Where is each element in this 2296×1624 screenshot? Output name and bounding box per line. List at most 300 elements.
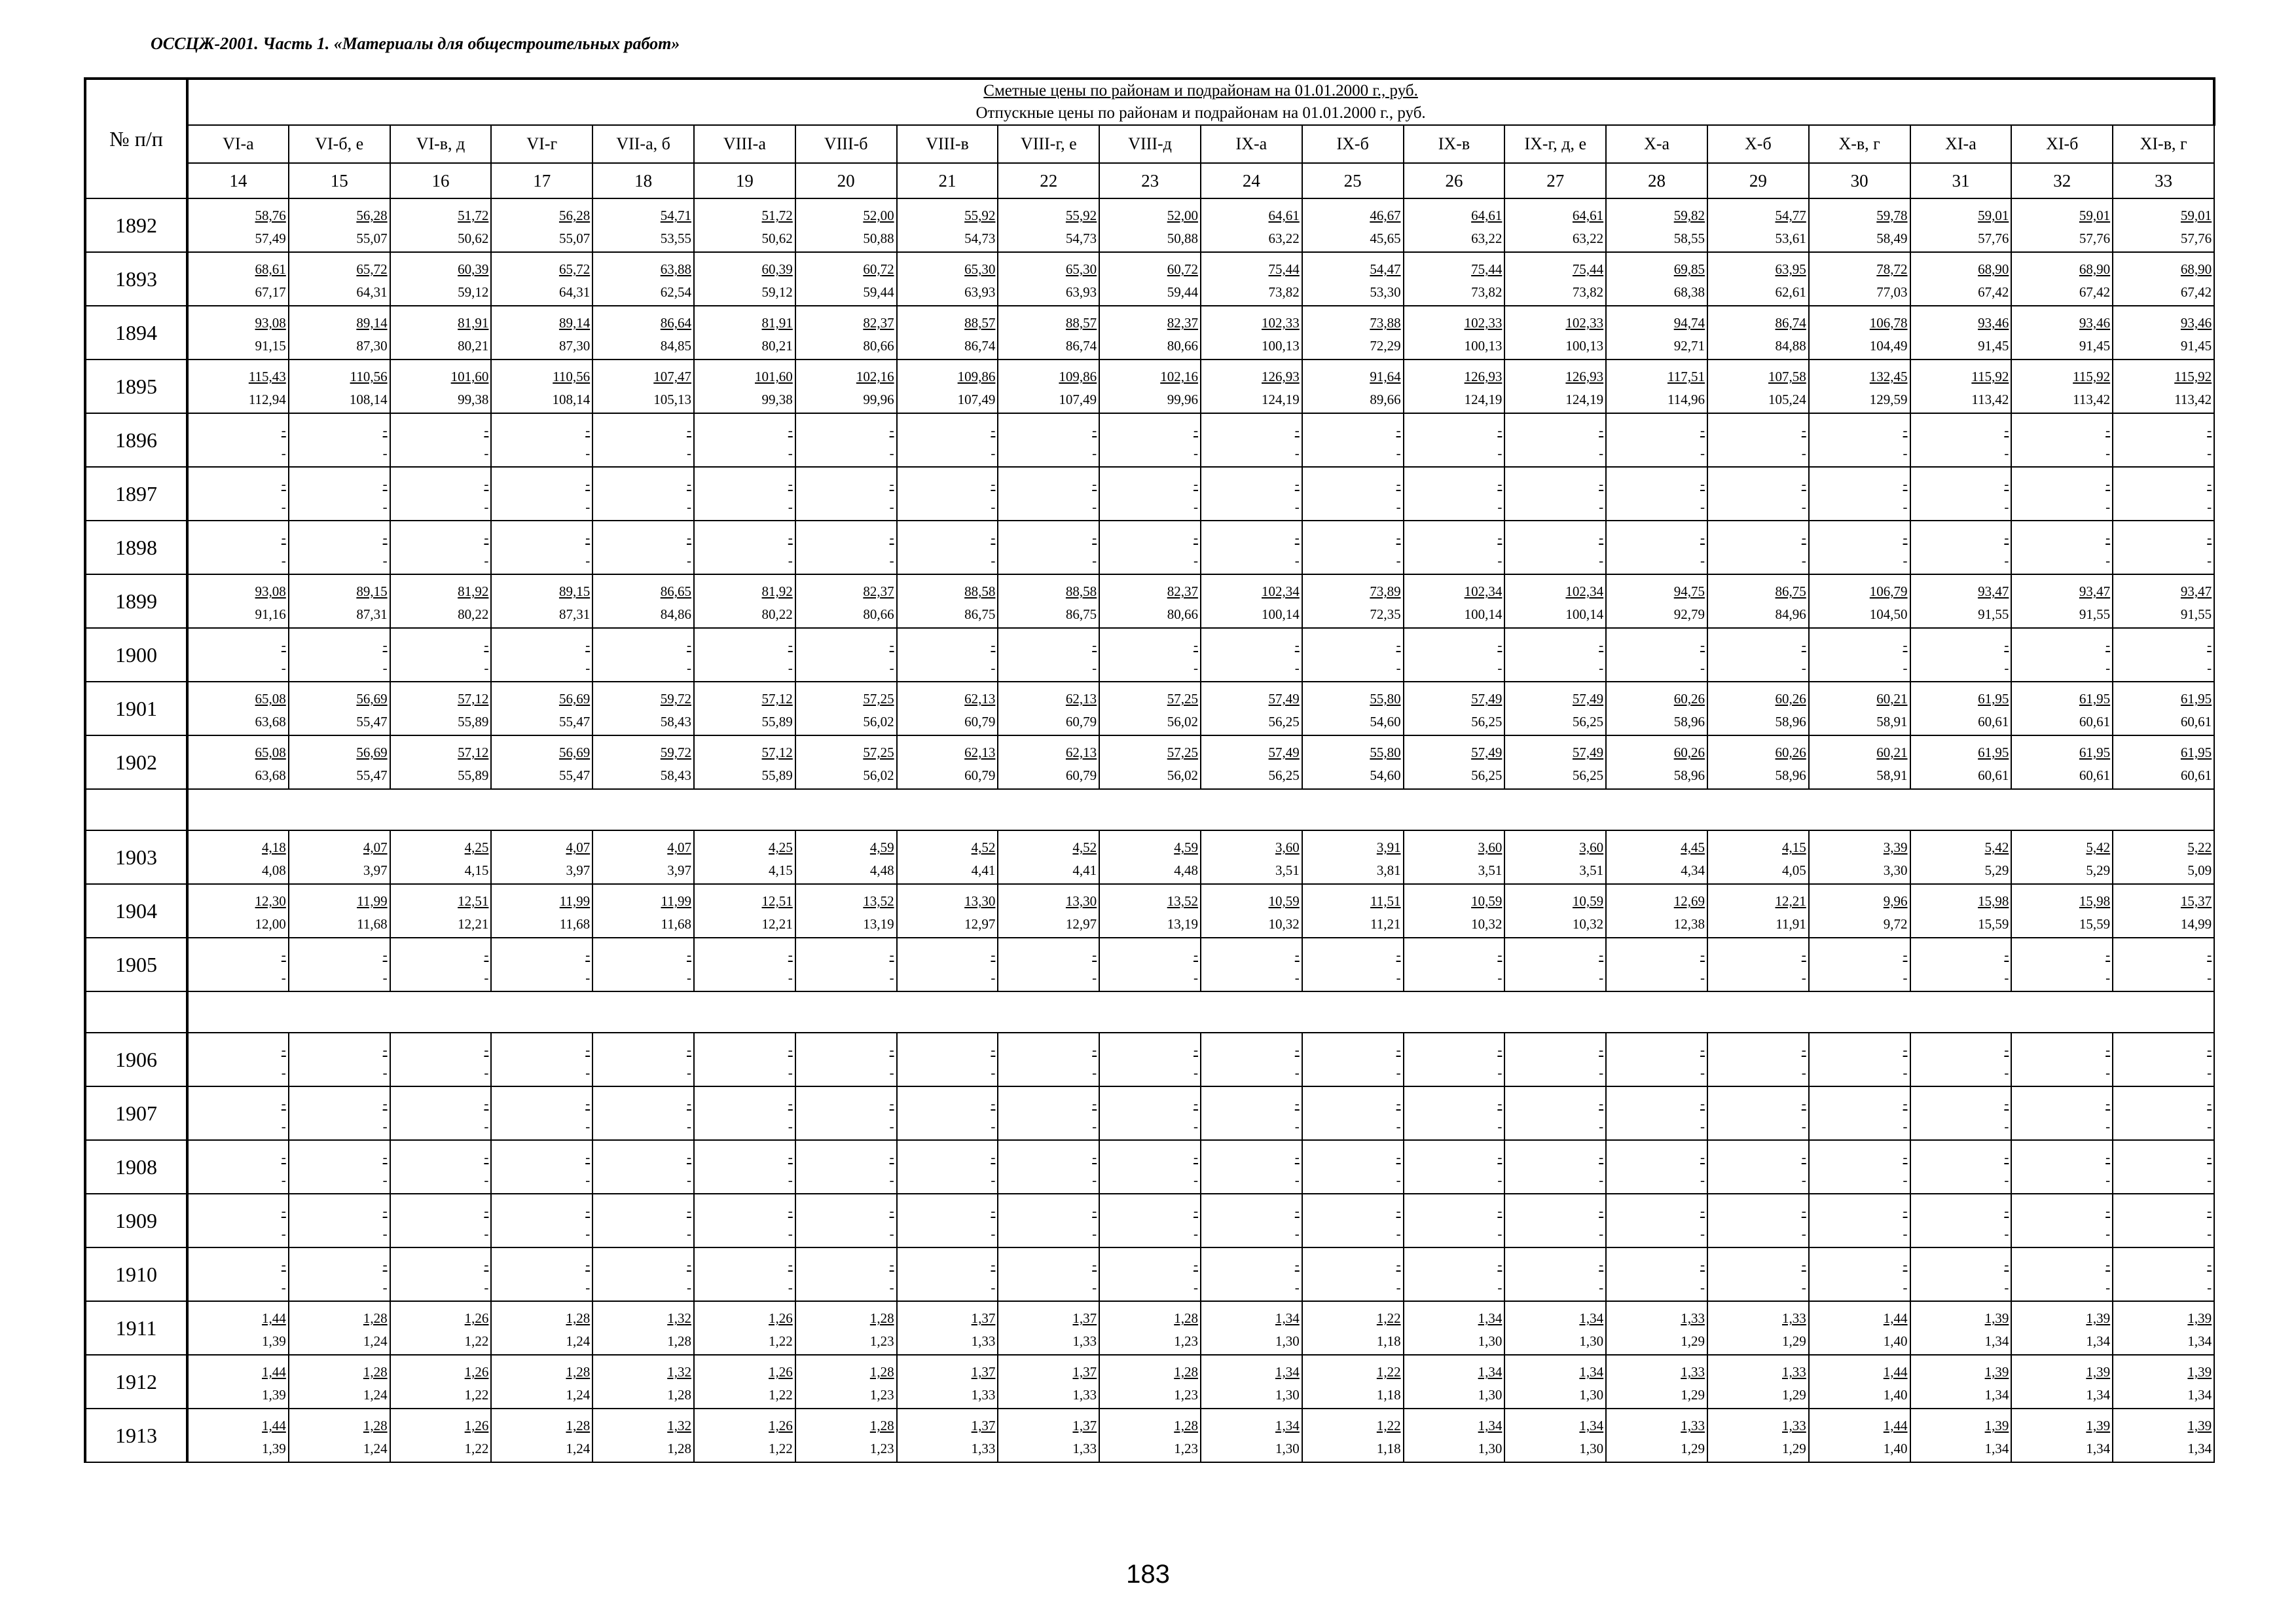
estimated-price — [289, 1195, 390, 1221]
estimated-price-value: - — [484, 637, 489, 653]
release-price: - — [1801, 1172, 1806, 1188]
estimated-price — [593, 415, 693, 441]
estimated-price-value: - — [484, 1149, 489, 1165]
price-cell — [1606, 574, 1707, 628]
estimated-price — [1201, 200, 1302, 226]
estimated-price — [593, 629, 693, 655]
estimated-price — [189, 1034, 288, 1060]
district-header: VII-а, б — [592, 125, 694, 163]
price-cell — [1809, 1301, 1910, 1355]
price-cell — [592, 1355, 694, 1409]
estimated-price — [1708, 307, 1808, 333]
estimated-price-value: 126,93 — [1565, 369, 1604, 384]
estimated-price — [189, 1088, 288, 1114]
estimated-price-value: 56,69 — [356, 691, 388, 707]
price-cell — [1404, 521, 1505, 574]
price-cell — [795, 1194, 897, 1247]
estimated-price — [391, 1302, 491, 1329]
release-price: 92,71 — [1673, 338, 1705, 354]
price-cell — [390, 467, 492, 521]
release-price: 13,19 — [863, 916, 894, 932]
release-price: - — [991, 1280, 996, 1295]
release-price: 73,82 — [1572, 284, 1604, 300]
estimated-price — [189, 253, 288, 280]
estimated-price — [391, 1410, 491, 1436]
estimated-price — [2113, 576, 2214, 602]
estimated-price-value: 5,22 — [2187, 840, 2212, 855]
estimated-price — [1708, 253, 1808, 280]
estimated-price — [189, 1410, 288, 1436]
price-cell — [491, 1033, 592, 1086]
release-price: 114,96 — [1667, 392, 1705, 407]
estimated-price-value: - — [1599, 530, 1604, 545]
estimated-price — [1100, 885, 1200, 912]
estimated-price-value: - — [1193, 1149, 1198, 1165]
estimated-price-value: - — [2207, 1257, 2212, 1272]
release-price: 3,30 — [1883, 862, 1908, 878]
estimated-price — [593, 468, 693, 494]
price-cell — [2011, 1086, 2113, 1140]
estimated-price-value: - — [2004, 530, 2009, 545]
estimated-price — [289, 415, 390, 441]
release-price: 1,34 — [2086, 1387, 2111, 1403]
column-number: 29 — [1707, 163, 1809, 198]
estimated-price-value: 1,39 — [1984, 1418, 2009, 1433]
estimated-price-value: 1,39 — [2187, 1364, 2212, 1380]
release-price: 62,54 — [660, 284, 691, 300]
estimated-price — [1505, 522, 1605, 548]
release-price: - — [1396, 660, 1401, 676]
price-cell — [1404, 938, 1505, 991]
estimated-price — [1201, 885, 1302, 912]
estimated-price — [593, 1356, 693, 1382]
price-cell — [795, 735, 897, 789]
estimated-price — [2012, 832, 2112, 858]
estimated-price-value: 1,28 — [363, 1364, 388, 1380]
release-price: - — [1700, 1172, 1705, 1188]
price-cell — [1707, 1247, 1809, 1301]
release-price: 1,30 — [1275, 1441, 1300, 1456]
estimated-price-value: - — [1092, 422, 1097, 438]
estimated-price-value: - — [1497, 1203, 1503, 1219]
estimated-price-value: 1,34 — [1478, 1364, 1503, 1380]
price-cell — [1201, 1140, 1302, 1194]
release-price: - — [788, 1172, 793, 1188]
estimated-price-value: - — [2207, 1203, 2212, 1219]
column-number: 24 — [1201, 163, 1302, 198]
estimated-price — [1404, 1356, 1504, 1382]
release-price: - — [889, 1280, 894, 1295]
price-cell — [289, 306, 390, 360]
estimated-price — [1303, 468, 1403, 494]
estimated-price-value: - — [1092, 1149, 1097, 1165]
release-price: 99,38 — [458, 392, 489, 407]
release-price: 87,31 — [356, 606, 388, 622]
estimated-price-value: 60,26 — [1775, 745, 1806, 760]
estimated-price-value: 62,13 — [964, 691, 996, 707]
estimated-price-value: - — [1599, 637, 1604, 653]
price-cell — [592, 360, 694, 413]
estimated-price — [1708, 200, 1808, 226]
column-number: 21 — [897, 163, 998, 198]
estimated-price — [1303, 885, 1403, 912]
release-price: - — [484, 1226, 489, 1242]
estimated-price-value: 11,99 — [357, 893, 388, 909]
price-cell — [1910, 1033, 2012, 1086]
estimated-price — [1607, 415, 1707, 441]
release-price: - — [281, 1280, 286, 1295]
estimated-price — [1810, 629, 1910, 655]
release-price: 5,29 — [1984, 862, 2009, 878]
price-cell — [491, 252, 592, 306]
estimated-price-value: - — [1396, 530, 1401, 545]
price-cell — [289, 1301, 390, 1355]
estimated-price-value: - — [1700, 530, 1705, 545]
estimated-price — [1201, 1302, 1302, 1329]
estimated-price — [391, 885, 491, 912]
estimated-price-value: 68,61 — [255, 261, 286, 277]
estimated-price-value: - — [788, 1042, 793, 1058]
estimated-price — [1505, 1034, 1605, 1060]
price-cell — [694, 360, 795, 413]
estimated-price-value: - — [1801, 637, 1806, 653]
estimated-price — [1607, 939, 1707, 965]
price-cell — [795, 682, 897, 735]
estimated-price — [289, 1034, 390, 1060]
price-cell — [1707, 413, 1809, 467]
price-cell — [694, 682, 795, 735]
price-cell — [390, 574, 492, 628]
price-cell — [2011, 628, 2113, 682]
price-cell — [1201, 574, 1302, 628]
price-cell — [1404, 830, 1505, 884]
price-cell — [1606, 360, 1707, 413]
table-row — [85, 884, 2214, 938]
price-cell — [1809, 1086, 1910, 1140]
price-cell — [491, 360, 592, 413]
release-price: 91,16 — [255, 606, 286, 622]
price-cell — [795, 1086, 897, 1140]
price-cell — [289, 682, 390, 735]
estimated-price-value: 101,60 — [755, 369, 793, 384]
estimated-price-value: 13,52 — [863, 893, 894, 909]
estimated-price — [1505, 1302, 1605, 1329]
estimated-price-value: 88,58 — [964, 583, 996, 599]
price-cell — [1606, 830, 1707, 884]
release-price: - — [1193, 1226, 1198, 1242]
price-cell — [390, 1140, 492, 1194]
estimated-price — [695, 1410, 795, 1436]
release-price: 60,61 — [1978, 767, 2009, 783]
price-cell — [998, 198, 1099, 252]
price-cell — [390, 1086, 492, 1140]
price-cell — [1099, 938, 1201, 991]
price-cell — [491, 1194, 592, 1247]
release-price: 1,33 — [1072, 1441, 1097, 1456]
release-price: 3,97 — [363, 862, 388, 878]
column-number: 32 — [2011, 163, 2113, 198]
estimated-price — [189, 683, 288, 709]
estimated-price — [1911, 683, 2011, 709]
release-price: - — [1396, 1226, 1401, 1242]
estimated-price-value: 126,93 — [1464, 369, 1503, 384]
estimated-price — [898, 629, 998, 655]
price-cell — [1302, 1247, 1404, 1301]
price-cell — [1201, 682, 1302, 735]
estimated-price — [1201, 468, 1302, 494]
price-cell — [1910, 1409, 2012, 1462]
estimated-price-value: - — [2105, 422, 2111, 438]
price-cell — [795, 574, 897, 628]
release-price: 1,28 — [667, 1441, 691, 1456]
estimated-price-value: 1,28 — [1174, 1364, 1198, 1380]
price-cell — [1201, 360, 1302, 413]
estimated-price-value: 102,34 — [1565, 583, 1604, 599]
release-price: 1,39 — [262, 1441, 286, 1456]
estimated-price — [1505, 1088, 1605, 1114]
estimated-price-value: - — [1294, 530, 1300, 545]
estimated-price-value: 12,21 — [1775, 893, 1806, 909]
release-price: 54,60 — [1370, 767, 1401, 783]
price-cell — [998, 1086, 1099, 1140]
release-price: 12,21 — [458, 916, 489, 932]
estimated-price — [695, 1141, 795, 1168]
price-cell — [1809, 1140, 1910, 1194]
estimated-price-value: - — [889, 637, 894, 653]
table-row — [85, 938, 2214, 991]
estimated-price-value: - — [991, 1257, 996, 1272]
price-cell — [187, 628, 289, 682]
release-price: 56,02 — [863, 714, 894, 729]
estimated-price — [1505, 253, 1605, 280]
estimated-price — [1708, 939, 1808, 965]
estimated-price — [1303, 1410, 1403, 1436]
release-price: 1,22 — [464, 1333, 489, 1349]
price-cell — [2011, 360, 2113, 413]
table-row — [85, 628, 2214, 682]
estimated-price — [695, 200, 795, 226]
release-price: 1,22 — [464, 1387, 489, 1403]
release-price: 55,89 — [761, 714, 793, 729]
price-cell — [1404, 682, 1505, 735]
price-cell — [1809, 413, 1910, 467]
release-price: 60,61 — [2180, 767, 2212, 783]
release-price: 55,47 — [558, 767, 591, 783]
release-price: 80,66 — [1167, 338, 1198, 354]
estimated-price-value: - — [484, 1257, 489, 1272]
price-cell — [694, 1033, 795, 1086]
estimated-price — [1201, 1249, 1302, 1275]
estimated-price — [189, 885, 288, 912]
estimated-price — [492, 737, 592, 763]
estimated-price-value: 1,44 — [1883, 1364, 1908, 1380]
estimated-price — [189, 361, 288, 387]
estimated-price — [1607, 307, 1707, 333]
estimated-price — [898, 1195, 998, 1221]
estimated-price-value: 1,32 — [667, 1310, 691, 1326]
estimated-price — [189, 576, 288, 602]
estimated-price — [796, 939, 896, 965]
release-price: - — [1599, 1280, 1604, 1295]
estimated-price-value: - — [585, 1257, 591, 1272]
table-row — [85, 1355, 2214, 1409]
estimated-price-value: 81,92 — [458, 583, 489, 599]
estimated-price-value: - — [585, 422, 591, 438]
estimated-price — [1708, 1356, 1808, 1382]
estimated-price — [2012, 253, 2112, 280]
estimated-price-value: 91,64 — [1370, 369, 1401, 384]
release-price: 4,08 — [262, 862, 286, 878]
release-price: - — [1497, 499, 1503, 515]
price-cell — [1504, 360, 1606, 413]
estimated-price-value: 13,30 — [964, 893, 996, 909]
release-price: - — [2004, 499, 2009, 515]
estimated-price — [492, 1249, 592, 1275]
release-price: 9,72 — [1883, 916, 1908, 932]
release-price: - — [889, 1065, 894, 1080]
price-cell — [1099, 830, 1201, 884]
estimated-price-value: 59,01 — [2079, 208, 2111, 223]
estimated-price — [492, 361, 592, 387]
estimated-price-value: - — [788, 1203, 793, 1219]
price-cell — [998, 735, 1099, 789]
estimated-price — [1911, 1195, 2011, 1221]
estimated-price — [1911, 939, 2011, 965]
price-cell — [1809, 735, 1910, 789]
release-price: - — [382, 1118, 388, 1134]
price-cell — [289, 938, 390, 991]
row-number: 1901 — [85, 682, 187, 735]
estimated-price — [695, 1302, 795, 1329]
estimated-price — [189, 939, 288, 965]
estimated-price — [2012, 1195, 2112, 1221]
release-price: 80,22 — [458, 606, 489, 622]
estimated-price-value: - — [1801, 1257, 1806, 1272]
release-price: 124,19 — [1565, 392, 1604, 407]
estimated-price — [1100, 522, 1200, 548]
estimated-price — [796, 253, 896, 280]
table-row — [85, 198, 2214, 252]
estimated-price — [2012, 576, 2112, 602]
estimated-price — [1100, 1410, 1200, 1436]
release-price: 1,39 — [262, 1387, 286, 1403]
estimated-price-value: 106,79 — [1869, 583, 1908, 599]
release-price: 1,34 — [2086, 1333, 2111, 1349]
price-cell — [592, 574, 694, 628]
release-price: 86,74 — [1065, 338, 1097, 354]
release-price: 73,82 — [1268, 284, 1300, 300]
release-price: 92,79 — [1673, 606, 1705, 622]
row-number: 1909 — [85, 1194, 187, 1247]
release-price: 1,34 — [1984, 1387, 2009, 1403]
estimated-price — [796, 1249, 896, 1275]
price-cell — [187, 521, 289, 574]
release-price: - — [585, 553, 591, 568]
price-cell — [897, 735, 998, 789]
price-cell — [1404, 1247, 1505, 1301]
release-price: 63,68 — [255, 767, 286, 783]
estimated-price — [189, 307, 288, 333]
price-cell — [390, 628, 492, 682]
estimated-price-value: 88,58 — [1065, 583, 1097, 599]
estimated-price — [492, 415, 592, 441]
estimated-price — [1100, 1302, 1200, 1329]
estimated-price — [1201, 1410, 1302, 1436]
price-cell — [2011, 413, 2113, 467]
price-cell — [1910, 938, 2012, 991]
release-price: - — [1193, 970, 1198, 986]
price-cell — [1404, 1301, 1505, 1355]
price-cell — [1404, 252, 1505, 306]
price-cell — [1302, 628, 1404, 682]
estimated-price-value: 1,44 — [262, 1418, 286, 1433]
estimated-price-value: - — [281, 1042, 286, 1058]
release-price: 1,34 — [2187, 1441, 2212, 1456]
release-price: 12,97 — [964, 916, 996, 932]
estimated-price — [391, 1195, 491, 1221]
release-price: 55,89 — [458, 767, 489, 783]
estimated-price — [492, 1088, 592, 1114]
estimated-price-value: 61,95 — [1978, 745, 2009, 760]
estimated-price — [2113, 522, 2214, 548]
estimated-price — [2012, 1034, 2112, 1060]
release-price: - — [2105, 1280, 2111, 1295]
release-price: 1,24 — [566, 1333, 591, 1349]
estimated-price — [898, 1410, 998, 1436]
column-number: 15 — [289, 163, 390, 198]
price-cell — [694, 1301, 795, 1355]
price-cell — [897, 306, 998, 360]
estimated-price — [1404, 200, 1504, 226]
estimated-price — [1505, 361, 1605, 387]
estimated-price — [391, 1141, 491, 1168]
estimated-price-value: - — [484, 947, 489, 963]
release-price: 1,30 — [1478, 1333, 1503, 1349]
price-cell — [592, 735, 694, 789]
estimated-price-value: - — [1193, 637, 1198, 653]
estimated-price-value: 89,14 — [558, 315, 591, 331]
price-cell — [187, 360, 289, 413]
release-price: - — [2105, 970, 2111, 986]
estimated-price-value: 75,44 — [1471, 261, 1503, 277]
estimated-price-value: 1,28 — [869, 1310, 894, 1326]
price-cell — [2011, 306, 2113, 360]
price-cell — [694, 521, 795, 574]
price-cell — [1504, 1194, 1606, 1247]
row-number: 1903 — [85, 830, 187, 884]
estimated-price — [695, 468, 795, 494]
price-cell — [694, 574, 795, 628]
price-cell — [390, 1355, 492, 1409]
estimated-price — [2113, 885, 2214, 912]
price-cell — [2113, 467, 2214, 521]
price-cell — [1201, 1301, 1302, 1355]
release-price: - — [1903, 1172, 1908, 1188]
release-price: - — [1801, 1280, 1806, 1295]
estimated-price-value: - — [686, 637, 691, 653]
price-cell — [390, 413, 492, 467]
estimated-price — [1505, 885, 1605, 912]
release-price: 1,18 — [1376, 1441, 1401, 1456]
estimated-price-value: 52,00 — [863, 208, 894, 223]
price-cell — [1504, 1033, 1606, 1086]
release-price: 80,66 — [863, 606, 894, 622]
release-price: 15,59 — [2079, 916, 2111, 932]
estimated-price — [1100, 1356, 1200, 1382]
price-cell — [1302, 1355, 1404, 1409]
row-number: 1913 — [85, 1409, 187, 1462]
release-price: - — [1294, 1065, 1300, 1080]
